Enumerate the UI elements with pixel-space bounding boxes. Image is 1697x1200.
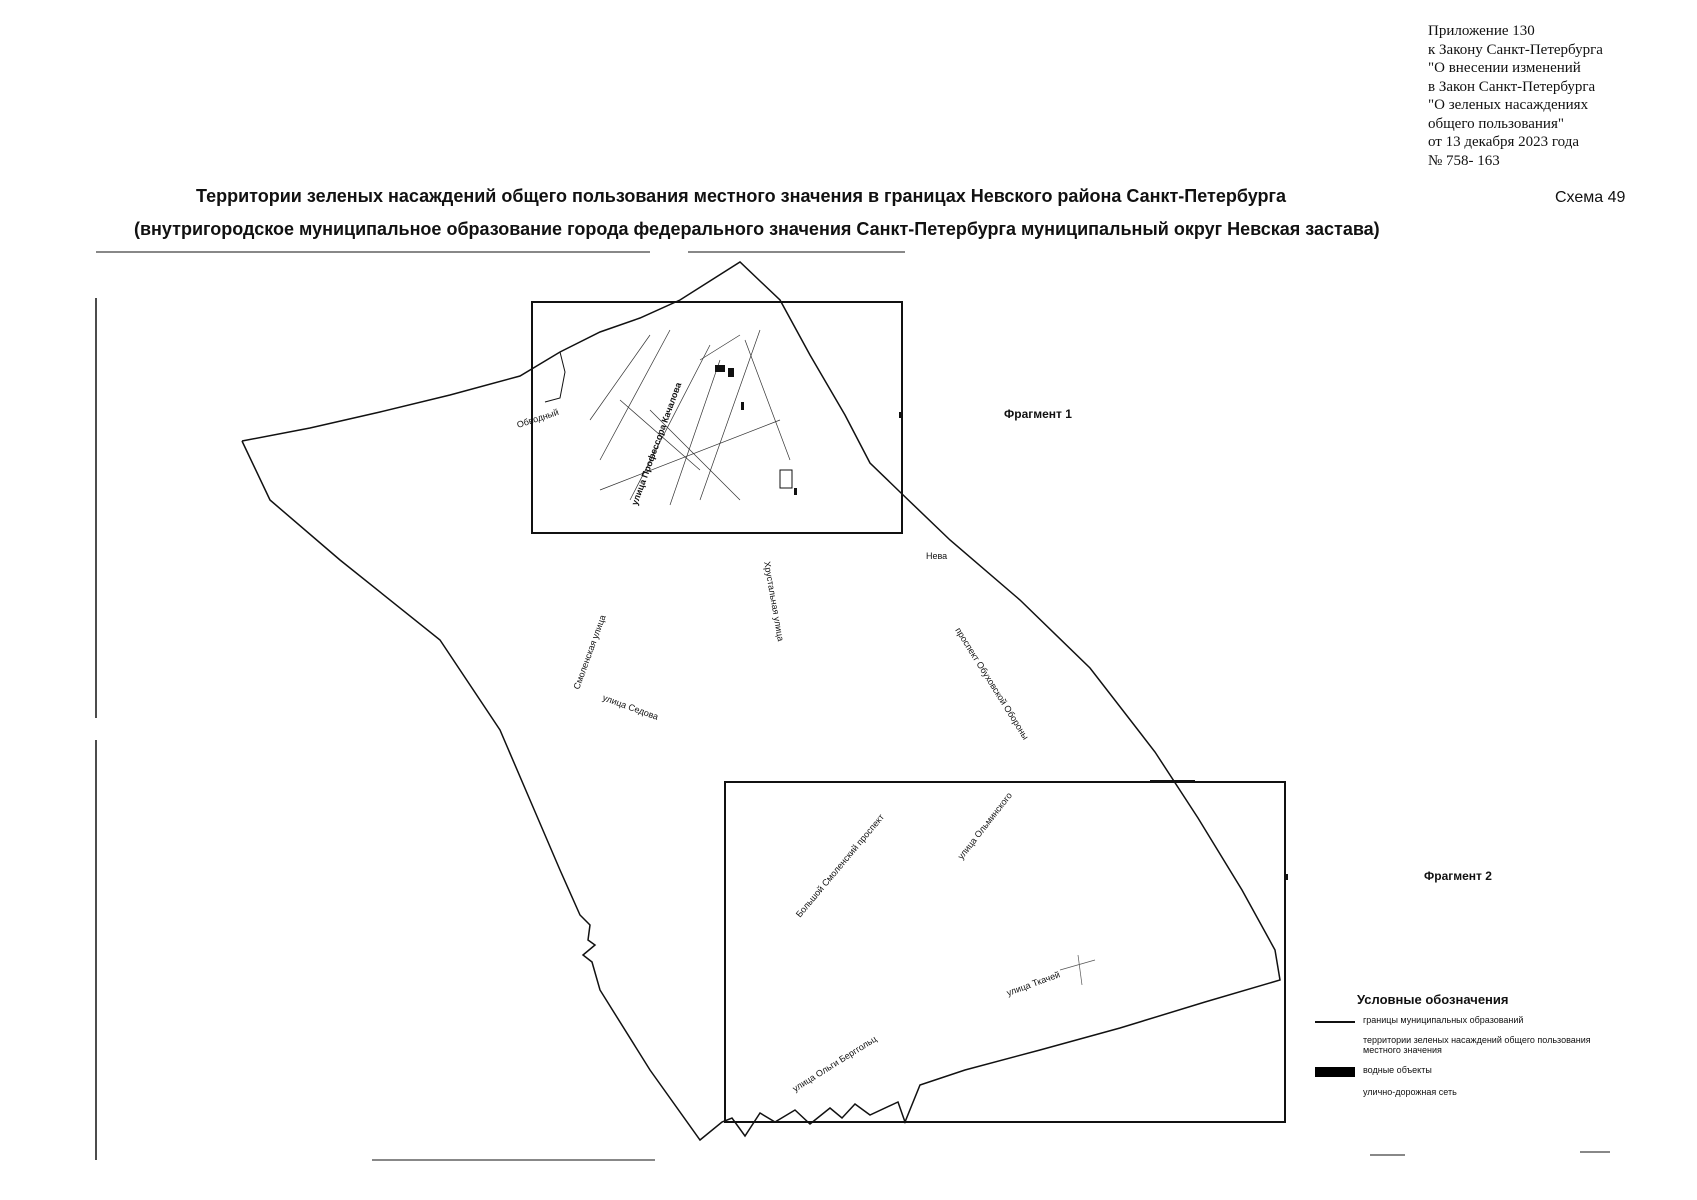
street-label: Обводный — [515, 406, 560, 430]
legend — [1315, 992, 1615, 1109]
appendix-line: к Закону Санкт-Петербурга — [1428, 41, 1603, 58]
street-label: улица Ольминского — [955, 790, 1015, 862]
appendix-line: общего пользования" — [1428, 115, 1564, 132]
appendix-line: "О внесении изменений — [1428, 60, 1581, 76]
street-label: улица Ткачей — [1005, 969, 1062, 998]
green-area-symbol — [1315, 1037, 1355, 1047]
fragment-2-marker — [1284, 874, 1288, 880]
municipal-boundary — [242, 262, 1280, 1140]
fragment-1-buildings — [715, 365, 797, 495]
fragment-2-label: Фрагмент 2 — [1424, 869, 1492, 883]
street-label: Смоленская улица — [571, 613, 608, 691]
fragment-2-frame — [725, 782, 1285, 1122]
legend-item — [1315, 1035, 1615, 1055]
fragment-2-streets — [1060, 955, 1095, 985]
street-label: улица Ольги Берггольц — [790, 1033, 879, 1094]
appendix-line: от 13 декабря 2023 года — [1428, 134, 1580, 150]
fragment-1-streets — [590, 330, 790, 505]
map-title: Территории зеленых насаждений общего пользования местного значения в границах Невского района Санкт-Петербурга — [196, 186, 1286, 206]
legend-label: границы муниципальных образований — [1363, 1015, 1524, 1025]
legend-label: улично-дорожная сеть — [1363, 1087, 1457, 1097]
street-label: улица Профессора Качалова — [629, 381, 684, 507]
fragment-1-label: Фрагмент 1 — [1004, 407, 1072, 421]
street-label: Большой Смоленский проспект — [793, 812, 887, 920]
legend-item — [1315, 1015, 1615, 1025]
road-network-symbol — [1315, 1089, 1355, 1099]
legend-item — [1315, 1065, 1615, 1077]
street-label: Хрустальная улица — [762, 560, 786, 642]
scheme-number: Схема 49 — [1555, 189, 1626, 206]
street-label: Нева — [926, 551, 948, 561]
legend-title: Условные обозначения — [1357, 992, 1509, 1007]
map-subtitle: (внутригородское муниципальное образование города федерального значения Санкт-Петербурга муниципальный округ Невская застава) — [134, 219, 1380, 239]
legend-label: водные объекты — [1363, 1065, 1432, 1075]
legend-item — [1315, 1087, 1615, 1099]
street-label: улица Седова — [601, 692, 660, 722]
appendix-line: № 758- 163 — [1428, 152, 1500, 169]
boundary-line-symbol — [1315, 1021, 1355, 1023]
water-symbol — [1315, 1067, 1355, 1077]
appendix-line: "О зеленых насаждениях — [1428, 97, 1589, 113]
appendix-line: Приложение 130 — [1428, 23, 1535, 39]
fragment-2-edge-mark — [1150, 780, 1195, 783]
fragment-1-marker — [899, 412, 903, 418]
street-label: проспект Обуховской Обороны — [953, 625, 1031, 742]
appendix-line: в Закон Санкт-Петербурга — [1428, 78, 1596, 95]
legend-label: территории зеленых насаждений общего пользования местного значения — [1363, 1035, 1591, 1055]
